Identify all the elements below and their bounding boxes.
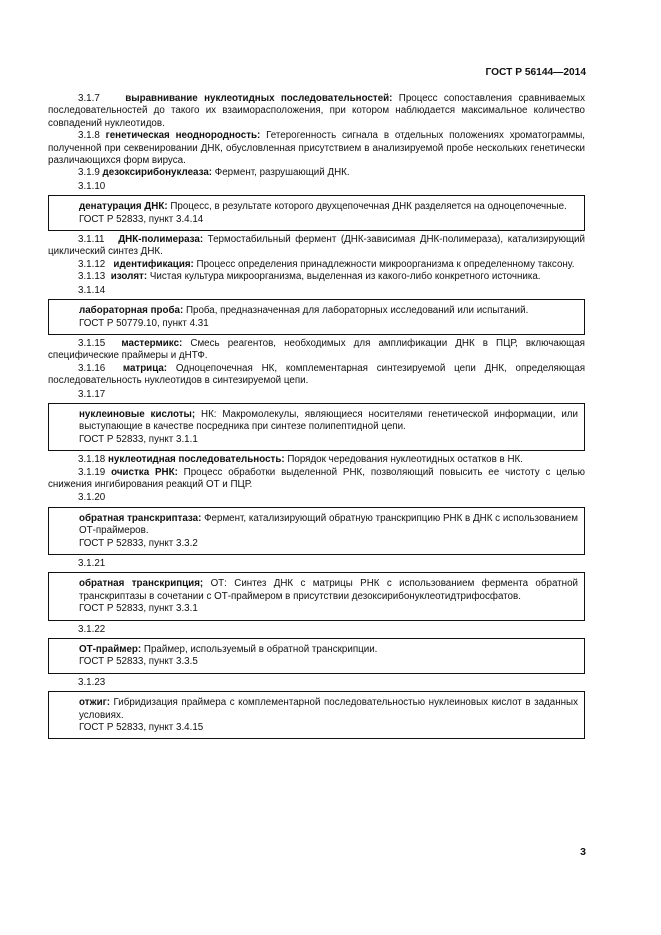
term-entry: 3.1.9 дезоксирибонуклеаза: Фермент, разрушающий ДНК. bbox=[78, 167, 350, 179]
quoted-term-box bbox=[48, 638, 585, 674]
term-source: ГОСТ Р 52833, пункт 3.4.14 bbox=[79, 213, 204, 225]
term-entry: 3.1.19 очистка РНК: Процесс обработки выделенной РНК, позволяющий повысить ее чистоту с целью снижения ингибирования реакций ОТ и ПЦР. bbox=[48, 466, 585, 490]
page-number: 3 bbox=[580, 846, 586, 858]
term: изолят: bbox=[110, 271, 148, 283]
term: нуклеотидная последовательность: bbox=[107, 454, 285, 466]
term-source: ГОСТ Р 52833, пункт 3.3.1 bbox=[79, 603, 198, 615]
quoted-term-box bbox=[48, 403, 585, 451]
term-entry: 3.1.7 выравнивание нуклеотидных последовательностей: Процесс сопоставления сравниваемых последовательностей до такого их взаиморасположения, при котором наблюдается максимальное количество совпадений нуклеотидов. bbox=[48, 93, 585, 129]
term: выравнивание нуклеотидных последовательностей: bbox=[125, 93, 393, 104]
document-content bbox=[48, 93, 585, 742]
term: обратная транскрипция; bbox=[79, 578, 204, 590]
term: очистка РНК: bbox=[111, 466, 178, 478]
term-entry: 3.1.12 идентификация: Процесс определения принадлежности микроорганизма к определенному таксону. bbox=[78, 258, 575, 270]
term: отжиг: bbox=[79, 697, 110, 709]
term-number: 3.1.10 bbox=[78, 180, 106, 192]
term-number: 3.1.22 bbox=[78, 623, 106, 635]
term-entry: обратная транскриптаза: Фермент, катализирующий обратную транскрипцию РНК в ДНК с использованием ОТ-праймеров. bbox=[79, 512, 578, 537]
term: нуклеиновые кислоты; bbox=[79, 408, 196, 420]
term-entry: нуклеиновые кислоты; НК: Макромолекулы, являющиеся носителями генетической информации, или выступающие в качестве посредника при синтезе полипептидной цепи. bbox=[79, 408, 578, 433]
quoted-term-box bbox=[48, 507, 585, 555]
term-number: 3.1.17 bbox=[78, 388, 106, 400]
term-entry: лабораторная проба: Проба, предназначенная для лабораторных исследований или испытаний. bbox=[79, 305, 529, 317]
term-entry: 3.1.11 ДНК-полимераза: Термостабильный фермент (ДНК-зависимая ДНК-полимераза), катализирующий циклический синтез ДНК. bbox=[48, 234, 585, 258]
term: матрица: bbox=[122, 362, 168, 374]
term: денатурация ДНК: bbox=[79, 201, 168, 213]
term: ОТ-праймер: bbox=[79, 644, 142, 656]
term-entry: 3.1.16 матрица: Одноцепочечная НК, комплементарная синтезируемой цепи ДНК, определяющая последовательность нуклеотидов в синтезируемой цепи. bbox=[48, 362, 586, 387]
term: ДНК-полимераза: bbox=[118, 234, 204, 246]
term: генетическая неоднородность: bbox=[105, 130, 261, 142]
term: мастермикс: bbox=[121, 337, 183, 349]
term-entry: ОТ-праймер: Праймер, используемый в обратной транскрипции. bbox=[79, 644, 378, 656]
term-entry: 3.1.13 изолят: Чистая культура микроорганизма, выделенная из какого-либо конкретного источника. bbox=[78, 271, 541, 283]
term-number: 3.1.21 bbox=[78, 558, 106, 569]
term-source: ГОСТ Р 52833, пункт 3.1.1 bbox=[79, 433, 198, 445]
term-source: ГОСТ Р 52833, пункт 3.3.5 bbox=[79, 656, 198, 668]
quoted-term-box bbox=[48, 691, 585, 739]
term: обратная транскриптаза: bbox=[79, 512, 202, 524]
term-entry: денатурация ДНК: Процесс, в результате которого двухцепочечная ДНК разделяется на одноцепочечные. bbox=[79, 201, 567, 213]
term-source: ГОСТ Р 50779.10, пункт 4.31 bbox=[79, 317, 209, 329]
term-entry: обратная транскрипция; ОТ: Синтез ДНК с матрицы РНК с использованием фермента обратной транскриптазы в сочетании с ОТ-праймером в присутствии дезоксирибонуклеотидтрифосфатов. bbox=[79, 578, 578, 602]
term-number: 3.1.20 bbox=[78, 492, 106, 504]
term-number: 3.1.23 bbox=[78, 676, 106, 688]
term-number: 3.1.14 bbox=[78, 284, 106, 296]
quoted-term-box bbox=[48, 299, 585, 335]
quoted-term-box bbox=[48, 195, 585, 231]
term-entry: отжиг: Гибридизация праймера с комплементарной последовательностью нуклеиновых кислот в заданных условиях. bbox=[79, 697, 578, 721]
term-source: ГОСТ Р 52833, пункт 3.3.2 bbox=[79, 537, 198, 549]
term: лабораторная проба: bbox=[79, 305, 184, 317]
term-entry: 3.1.18 нуклеотидная последовательность: Порядок чередования нуклеотидных остатков в НК. bbox=[78, 454, 523, 466]
term-source: ГОСТ Р 52833, пункт 3.4.15 bbox=[79, 722, 204, 734]
term-entry: 3.1.8 генетическая неоднородность: Гетерогенность сигнала в отдельных положениях хроматограммы, полученной при секвенировании ДНК, обусловленная присутствием в анализируемой пробе нескольких генетически различающихся форм вируса. bbox=[48, 130, 585, 167]
term: дезоксирибонуклеаза: bbox=[102, 167, 213, 179]
standard-header: ГОСТ Р 56144—2014 bbox=[485, 67, 586, 78]
term: идентификация: bbox=[113, 258, 194, 270]
term-entry: 3.1.15 мастермикс: Смесь реагентов, необходимых для амплификации ДНК в ПЦР, включающая специфические праймеры и дНТФ. bbox=[48, 337, 585, 362]
quoted-term-box bbox=[48, 572, 585, 620]
